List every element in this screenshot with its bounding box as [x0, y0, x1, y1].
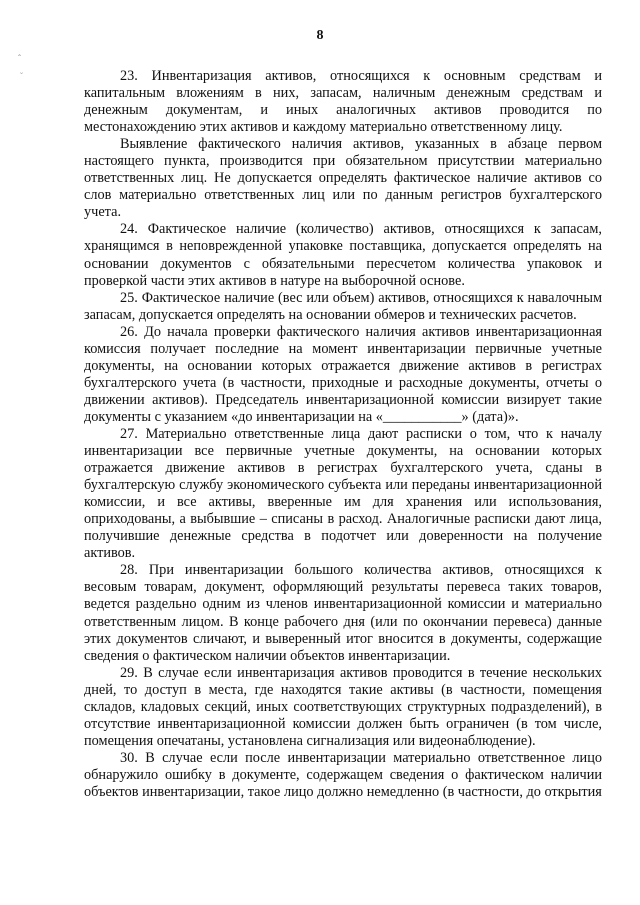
paragraph-30: 30. В случае если после инвентаризации материально ответственное лицо обнаружило ошибку в документе, содержащем сведения о фактическом наличии объектов инвентаризации, такое лицо должно немедленно (в частности, до открытия: [84, 749, 602, 800]
document-body: [84, 68, 602, 801]
page-number: 8: [316, 28, 324, 43]
scan-artifact-mark: ˆ: [18, 53, 21, 63]
paragraph-24: 24. Фактическое наличие (количество) активов, относящихся к запасам, хранящимся в неповрежденной упаковке поставщика, допускается определять на основании документов с обязательными пересчетом количества упаковок и проверкой части этих активов в натуре на выборочной основе.: [84, 221, 602, 289]
paragraph-25: 25. Фактическое наличие (вес или объем) активов, относящихся к навалочным запасам, допускается определять на основании обмеров и технических расчетов.: [84, 289, 602, 323]
paragraph-23: 23. Инвентаризация активов, относящихся к основным средствам и капитальным вложениям в них, запасам, наличным денежным средствам и денежным документам, и иных аналогичных активов проводится по местонахождению этих активов и каждому материально ответственному лицу.: [84, 68, 602, 136]
paragraph-27: 27. Материально ответственные лица дают расписки о том, что к началу инвентаризации все первичные учетные документы, на основании которых отражается движение активов в регистрах бухгалтерского учета, сданы в бухгалтерскую службу экономического субъекта или переданы инвентаризационной комиссии, и все активы, вверенные им для хранения или использования, оприходованы, а выбывшие – списаны в расход. Аналогичные расписки дают лица, получившие денежные средства в подотчет или доверенности на получение активов.: [84, 425, 602, 562]
paragraph-29: 29. В случае если инвентаризация активов проводится в течение нескольких дней, то доступ в места, где находятся такие активы (в частности, помещения складов, кладовых секций, иных соответствующих структурных подразделений), в отсутствие инвентаризационной комиссии должен быть ограничен (в том числе, помещения опечатаны, установлена сигнализация или видеонаблюдение).: [84, 664, 602, 749]
paragraph-26: 26. До начала проверки фактического наличия активов инвентаризационная комиссия получает последние на момент инвентаризации первичные учетные документы, на основании которых отражается движение активов в регистрах бухгалтерского учета (в частности, приходные и расходные документы, отчеты о движении активов). Председатель инвентаризационной комиссии визирует такие документы с указанием «до инвентаризации на «___________» (дата)».: [84, 323, 602, 425]
paragraph-23-subparagraph: Выявление фактического наличия активов, указанных в абзаце первом настоящего пункта, производится при обязательном присутствии материально ответственных лиц. Не допускается определять фактическое наличие активов со слов материально ответственных лиц или по данным регистров бухгалтерского учета.: [84, 136, 602, 221]
paragraph-28: 28. При инвентаризации большого количества активов, относящихся к весовым товарам, документ, оформляющий результаты перевеса таких товаров, ведется раздельно одним из членов инвентаризационной комиссии и материально ответственным лицом. В конце рабочего дня (или по окончании перевеса) данные этих документов сличают, и выверенный итог вносится в документы, содержащие сведения о фактическом наличии объектов инвентаризации.: [84, 562, 602, 664]
scan-artifact-mark: ˘: [20, 71, 23, 81]
